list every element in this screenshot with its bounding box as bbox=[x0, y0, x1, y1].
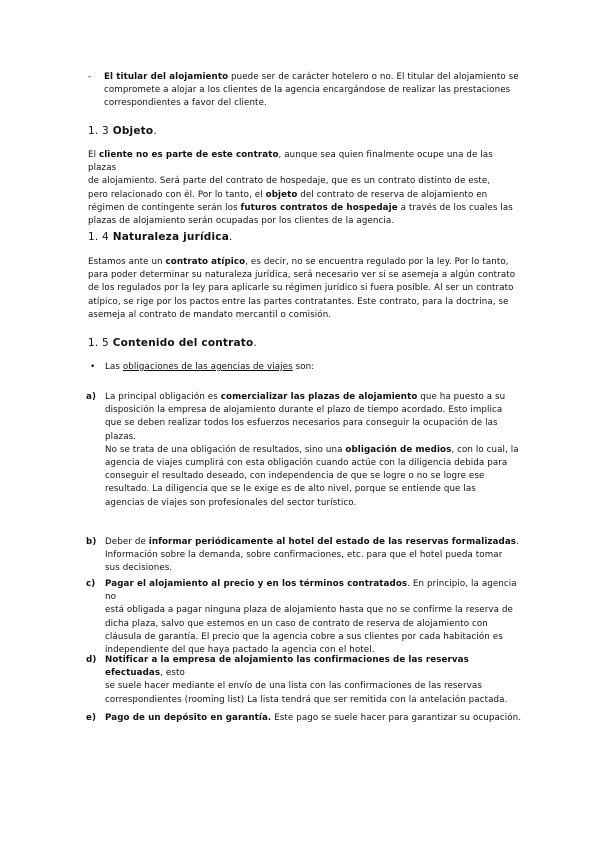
text-bold: objeto bbox=[265, 189, 298, 200]
text-line: está obligada a pagar ninguna plaza de alojamiento hasta que no se confirme la reserva de bbox=[105, 605, 514, 616]
text-span: , esto bbox=[160, 668, 185, 679]
item-label-e: e) bbox=[86, 713, 97, 723]
item-e bbox=[105, 712, 525, 725]
text-span: a través de los cuales las bbox=[397, 202, 513, 213]
text-line: agencia de viajes cumplirá con esta obligación cuando actúe con la diligencia debida para bbox=[105, 458, 508, 469]
text-span: son: bbox=[292, 362, 315, 372]
item-label-c: c) bbox=[86, 579, 96, 589]
dash-marker: - bbox=[88, 72, 92, 82]
text-bold: Notificar a la empresa de alojamiento las confirmaciones de las reservas efectuadas bbox=[105, 655, 469, 679]
text-span: Estamos ante un bbox=[88, 257, 166, 267]
text-span: . En principio, la agencia no bbox=[105, 579, 517, 603]
text-line: de alojamiento. Será parte del contrato de hospedaje, que es un contrato distinto de este, bbox=[88, 176, 491, 187]
bullet-icon: • bbox=[90, 362, 96, 372]
intro-line1: puede ser de carácter hotelero o no. El titular del alojamiento se bbox=[228, 72, 519, 82]
underlined-link-text: obligaciones de las agencias de viajes bbox=[122, 362, 293, 372]
text-span: La principal obligación es bbox=[105, 392, 221, 402]
text-line: plazas. bbox=[105, 431, 137, 442]
text-bold: Pagar el alojamiento al precio y en los términos contratados bbox=[105, 579, 408, 589]
text-span: No se trata de una obligación de resultados, sino una bbox=[105, 444, 346, 455]
item-label-a: a) bbox=[86, 392, 97, 402]
text-span: , es decir, no se encuentra regulado por la ley. Por lo tanto, bbox=[245, 257, 509, 267]
text-bold: Pago de un depósito en garantía. bbox=[105, 713, 272, 723]
text-span: . bbox=[516, 537, 519, 547]
intro-line2: compromete a alojar a los clientes de la agencia encargándose de realizar las prestaciones bbox=[104, 85, 511, 96]
heading-end: . bbox=[228, 231, 233, 243]
text-span: pero relacionado con él. Por lo tanto, el bbox=[88, 189, 266, 200]
item-c bbox=[105, 578, 525, 657]
text-line: resultado. La diligencia que se le exige es de alto nivel, porque se entiende que las bbox=[105, 484, 476, 495]
text-span: del contrato de reserva de alojamiento en bbox=[297, 189, 488, 200]
text-line: independiente del que haya pactado la agencia con el hotel. bbox=[105, 645, 375, 656]
text-line: correspondientes (rooming list) La lista tendrá que ser remitida con la antelación pactada. bbox=[105, 694, 508, 705]
heading-contenido bbox=[88, 337, 257, 349]
text-line: de los regulados por la ley para aplicarle su régimen jurídico si fuera posible. Al ser un contrato bbox=[88, 283, 514, 294]
text-span: , aunque sea quien finalmente ocupe una de las plazas bbox=[88, 150, 493, 174]
heading-title: Objeto bbox=[112, 125, 154, 137]
text-bold: informar periódicamente al hotel del estado de las reservas formalizadas bbox=[148, 537, 517, 547]
intro-line3: correspondientes a favor del cliente. bbox=[104, 98, 267, 109]
heading-number: 1. 5 bbox=[88, 337, 109, 349]
text-line: para poder determinar su naturaleza jurídica, será necesario ver si se asemeja a algún contrato bbox=[88, 270, 516, 281]
heading-title: Contenido del contrato bbox=[112, 337, 254, 349]
text-line: dicha plaza, salvo que estemos en un caso de contrato de reserva de alojamiento con bbox=[105, 618, 488, 629]
text-line: plazas de alojamiento serán ocupadas por los clientes de la agencia. bbox=[88, 216, 395, 227]
naturaleza-paragraph bbox=[88, 256, 518, 322]
heading-objeto bbox=[88, 125, 157, 137]
item-label-d: d) bbox=[86, 655, 97, 665]
obligaciones-bullet bbox=[105, 361, 535, 374]
text-span: Deber de bbox=[105, 537, 149, 547]
text-bold: cliente no es parte de este contrato bbox=[98, 150, 279, 160]
heading-number: 1. 4 bbox=[88, 231, 109, 243]
heading-end: . bbox=[153, 125, 157, 137]
item-b bbox=[105, 536, 525, 576]
text-span: régimen de contingente serán los bbox=[88, 202, 241, 213]
item-label-b: b) bbox=[86, 537, 97, 547]
text-span: El bbox=[88, 150, 99, 160]
heading-number: 1. 3 bbox=[88, 125, 109, 137]
text-line: disposición la empresa de alojamiento durante el plazo de tiempo acordado. Esto implica bbox=[105, 405, 503, 416]
text-line: que se deben realizar todos los esfuerzos necesarios para conseguir la ocupación de las bbox=[105, 418, 498, 429]
item-d bbox=[105, 654, 525, 707]
objeto-paragraph bbox=[88, 149, 518, 228]
text-bold: obligación de medios bbox=[345, 444, 452, 455]
heading-title: Naturaleza jurídica bbox=[112, 231, 229, 243]
intro-bold: El titular del alojamiento bbox=[104, 72, 229, 82]
intro-paragraph bbox=[104, 71, 524, 111]
text-line: asemeja al contrato de mandato mercantil o comisión. bbox=[88, 309, 332, 320]
text-bold: futuros contratos de hospedaje bbox=[240, 202, 398, 213]
text-line: se suele hacer mediante el envío de una lista con las confirmaciones de las reservas bbox=[105, 681, 482, 692]
text-line: agencias de viajes son profesionales del sector turístico. bbox=[105, 497, 357, 508]
text-line: sus decisiones. bbox=[105, 563, 173, 574]
text-span: Este pago se suele hacer para garantizar su ocupación. bbox=[271, 713, 522, 723]
heading-naturaleza bbox=[88, 231, 233, 243]
text-bold: contrato atípico bbox=[165, 257, 246, 267]
item-a bbox=[105, 391, 525, 510]
text-span: Las bbox=[105, 362, 123, 372]
text-span: , con lo cual, la bbox=[451, 444, 519, 455]
text-line: cláusula de garantía. El precio que la agencia cobre a sus clientes por cada habitación es bbox=[105, 631, 503, 642]
text-span: que ha puesto a su bbox=[417, 392, 506, 402]
heading-end: . bbox=[253, 337, 257, 349]
text-line: Información sobre la demanda, sobre confirmaciones, etc. para que el hotel pueda tomar bbox=[105, 550, 503, 561]
text-line: atípico, se rige por los pactos entre las partes contratantes. Este contrato, para la doctrina, se bbox=[88, 296, 509, 307]
text-line: conseguir el resultado deseado, con independencia de que se logre o no se logre ese bbox=[105, 471, 485, 482]
text-bold: comercializar las plazas de alojamiento bbox=[220, 392, 418, 402]
